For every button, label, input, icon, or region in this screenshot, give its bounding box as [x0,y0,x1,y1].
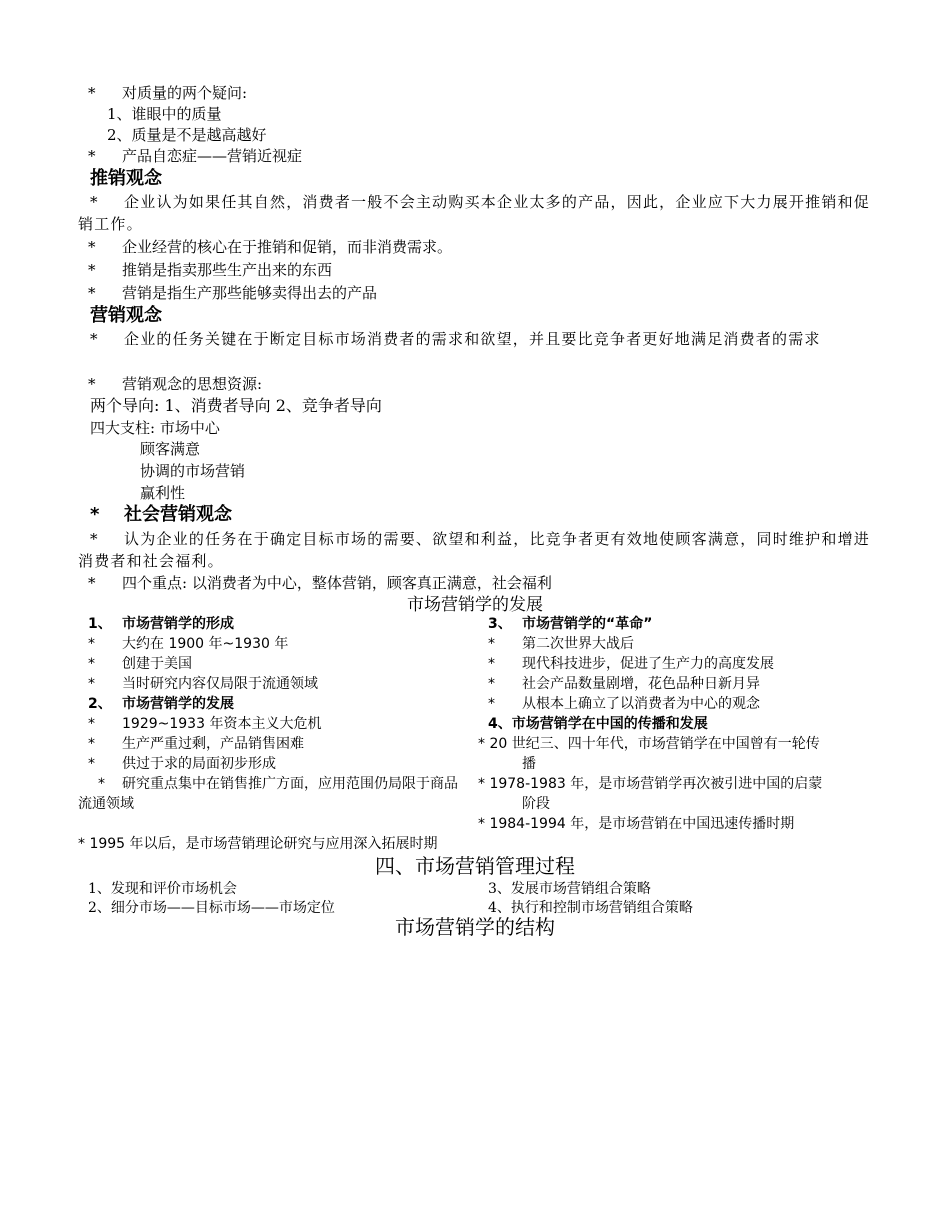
societal-paragraph-1-text: 认为企业的任务在于确定目标市场的需要、欲望和利益，比竞争者更有效地使顾客满意，同时维护和增进消费者和社会福利。 [78,530,870,570]
marketing-paragraph-1-text: 企业的任务关键在于断定目标市场消费者的需求和欲望，并且要比竞争者更好地满足消费者的需求 [124,330,821,348]
process-item-4: 4、执行和控制市场营销组合策略 [488,900,693,916]
dev-section-3-heading [488,614,652,634]
selling-paragraph-2 [88,236,452,258]
selling-paragraph-4 [88,282,377,304]
selling-paragraph-4-text: 营销是指生产那些能够卖得出去的产品 [122,284,378,302]
societal-paragraph-2 [88,572,552,594]
list-item: * 从根本上确立了以消费者为中心的观念 [488,696,760,712]
list-item: * 社会产品数量剧增，花色品种日新月异 [488,676,760,692]
list-item: * 现代科技进步，促进了生产力的高度发展 [488,656,774,672]
bullet: * [88,261,96,279]
process-item-3: 3、发展市场营销组合策略 [488,881,651,897]
marketing-paragraph-2-text: 营销观念的思想资源: [122,375,263,393]
list-item: * 1929~1933 年资本主义大危机 [88,716,322,732]
selling-paragraph-3-text: 推销是指卖那些生产出来的东西 [122,261,333,279]
dev-section-4-heading: 4、市场营销学在中国的传播和发展 [488,716,708,732]
societal-marketing-heading [90,504,232,526]
bullet: * [90,504,100,525]
four-pillars-title: 四大支柱: 市场中心 [90,419,220,437]
societal-marketing-heading-text: 社会营销观念 [124,504,232,525]
bullet: * [88,574,96,592]
dev-section-1-heading [88,614,234,634]
list-item: * 创建于美国 [88,656,192,672]
selling-paragraph-1-text: 企业认为如果任其自然，消费者一般不会主动购买本企业太多的产品，因此，企业应下大力展开推销和促销工作。 [78,193,870,233]
bullet: * [88,284,96,302]
section-number: 3、 [488,616,512,632]
dev-section-1-title: 市场营销学的形成 [122,616,234,632]
section-number: 1、 [88,616,112,632]
list-item: * 20 世纪三、四十年代，市场营销学在中国曾有一轮传 [478,736,820,752]
list-item-continued: 播 [522,756,536,772]
selling-concept-heading: 推销观念 [90,168,162,189]
list-item: * 研究重点集中在销售推广方面，应用范围仍局限于商品流通领域 [78,776,458,812]
two-orientations: 两个导向: 1、消费者导向 2、竞争者导向 [90,396,382,415]
marketing-concept-heading: 营销观念 [90,305,162,326]
list-item: * 第二次世界大战后 [488,636,634,652]
list-item: * 生产严重过剩，产品销售困难 [88,736,304,752]
section-number: 2、 [88,696,112,712]
process-item-1: 1、发现和评价市场机会 [88,881,237,897]
product-myopia-line [88,145,302,167]
structure-title: 市场营销学的结构 [395,915,555,939]
dev-section-2-title: 市场营销学的发展 [122,696,234,712]
product-myopia-text: 产品自恋症——营销近视症 [122,147,303,165]
quality-question-line [88,82,247,104]
dev-section-3-title: 市场营销学的“革命” [522,616,653,632]
marketing-paragraph-1 [78,328,870,350]
bullet: * [88,84,96,102]
process-title: 四、市场营销管理过程 [375,854,575,878]
dev-section-2-heading [88,694,234,714]
bullet: * [88,238,96,256]
quality-question-1: 1、谁眼中的质量 [107,105,222,123]
pillar-customer-satisfaction: 顾客满意 [140,440,201,458]
list-item: * 当时研究内容仅局限于流通领域 [88,676,318,692]
bullet: * [90,530,99,548]
selling-paragraph-3 [88,259,332,281]
process-item-2: 2、细分市场——目标市场——市场定位 [88,900,335,916]
societal-paragraph-1 [78,528,870,572]
selling-paragraph-2-text: 企业经营的核心在于推销和促销，而非消费需求。 [122,238,453,256]
list-item-continued: 阶段 [522,796,550,812]
societal-paragraph-2-text: 四个重点: 以消费者为中心，整体营销，顾客真正满意，社会福利 [122,574,552,592]
pillar-profitability: 赢利性 [140,484,186,502]
bullet: * [88,147,96,165]
list-item: * 1984-1994 年，是市场营销在中国迅速传播时期 [478,816,795,832]
list-item: * 供过于求的局面初步形成 [88,756,276,772]
development-title: 市场营销学的发展 [407,595,543,615]
pillar-coordinated-marketing: 协调的市场营销 [140,462,246,480]
selling-paragraph-1 [78,191,870,235]
bullet: * [90,193,99,211]
bullet: * [88,375,96,393]
marketing-paragraph-2 [88,373,262,395]
bullet: * [90,330,99,348]
quality-question-2: 2、质量是不是越高越好 [107,126,267,144]
list-item: * 大约在 1900 年~1930 年 [88,636,289,652]
list-item: * 1978-1983 年，是市场营销学再次被引进中国的启蒙 [478,776,823,792]
development-footer: * 1995 年以后，是市场营销理论研究与应用深入拓展时期 [78,836,438,852]
quality-question-title: 对质量的两个疑问: [122,84,248,102]
